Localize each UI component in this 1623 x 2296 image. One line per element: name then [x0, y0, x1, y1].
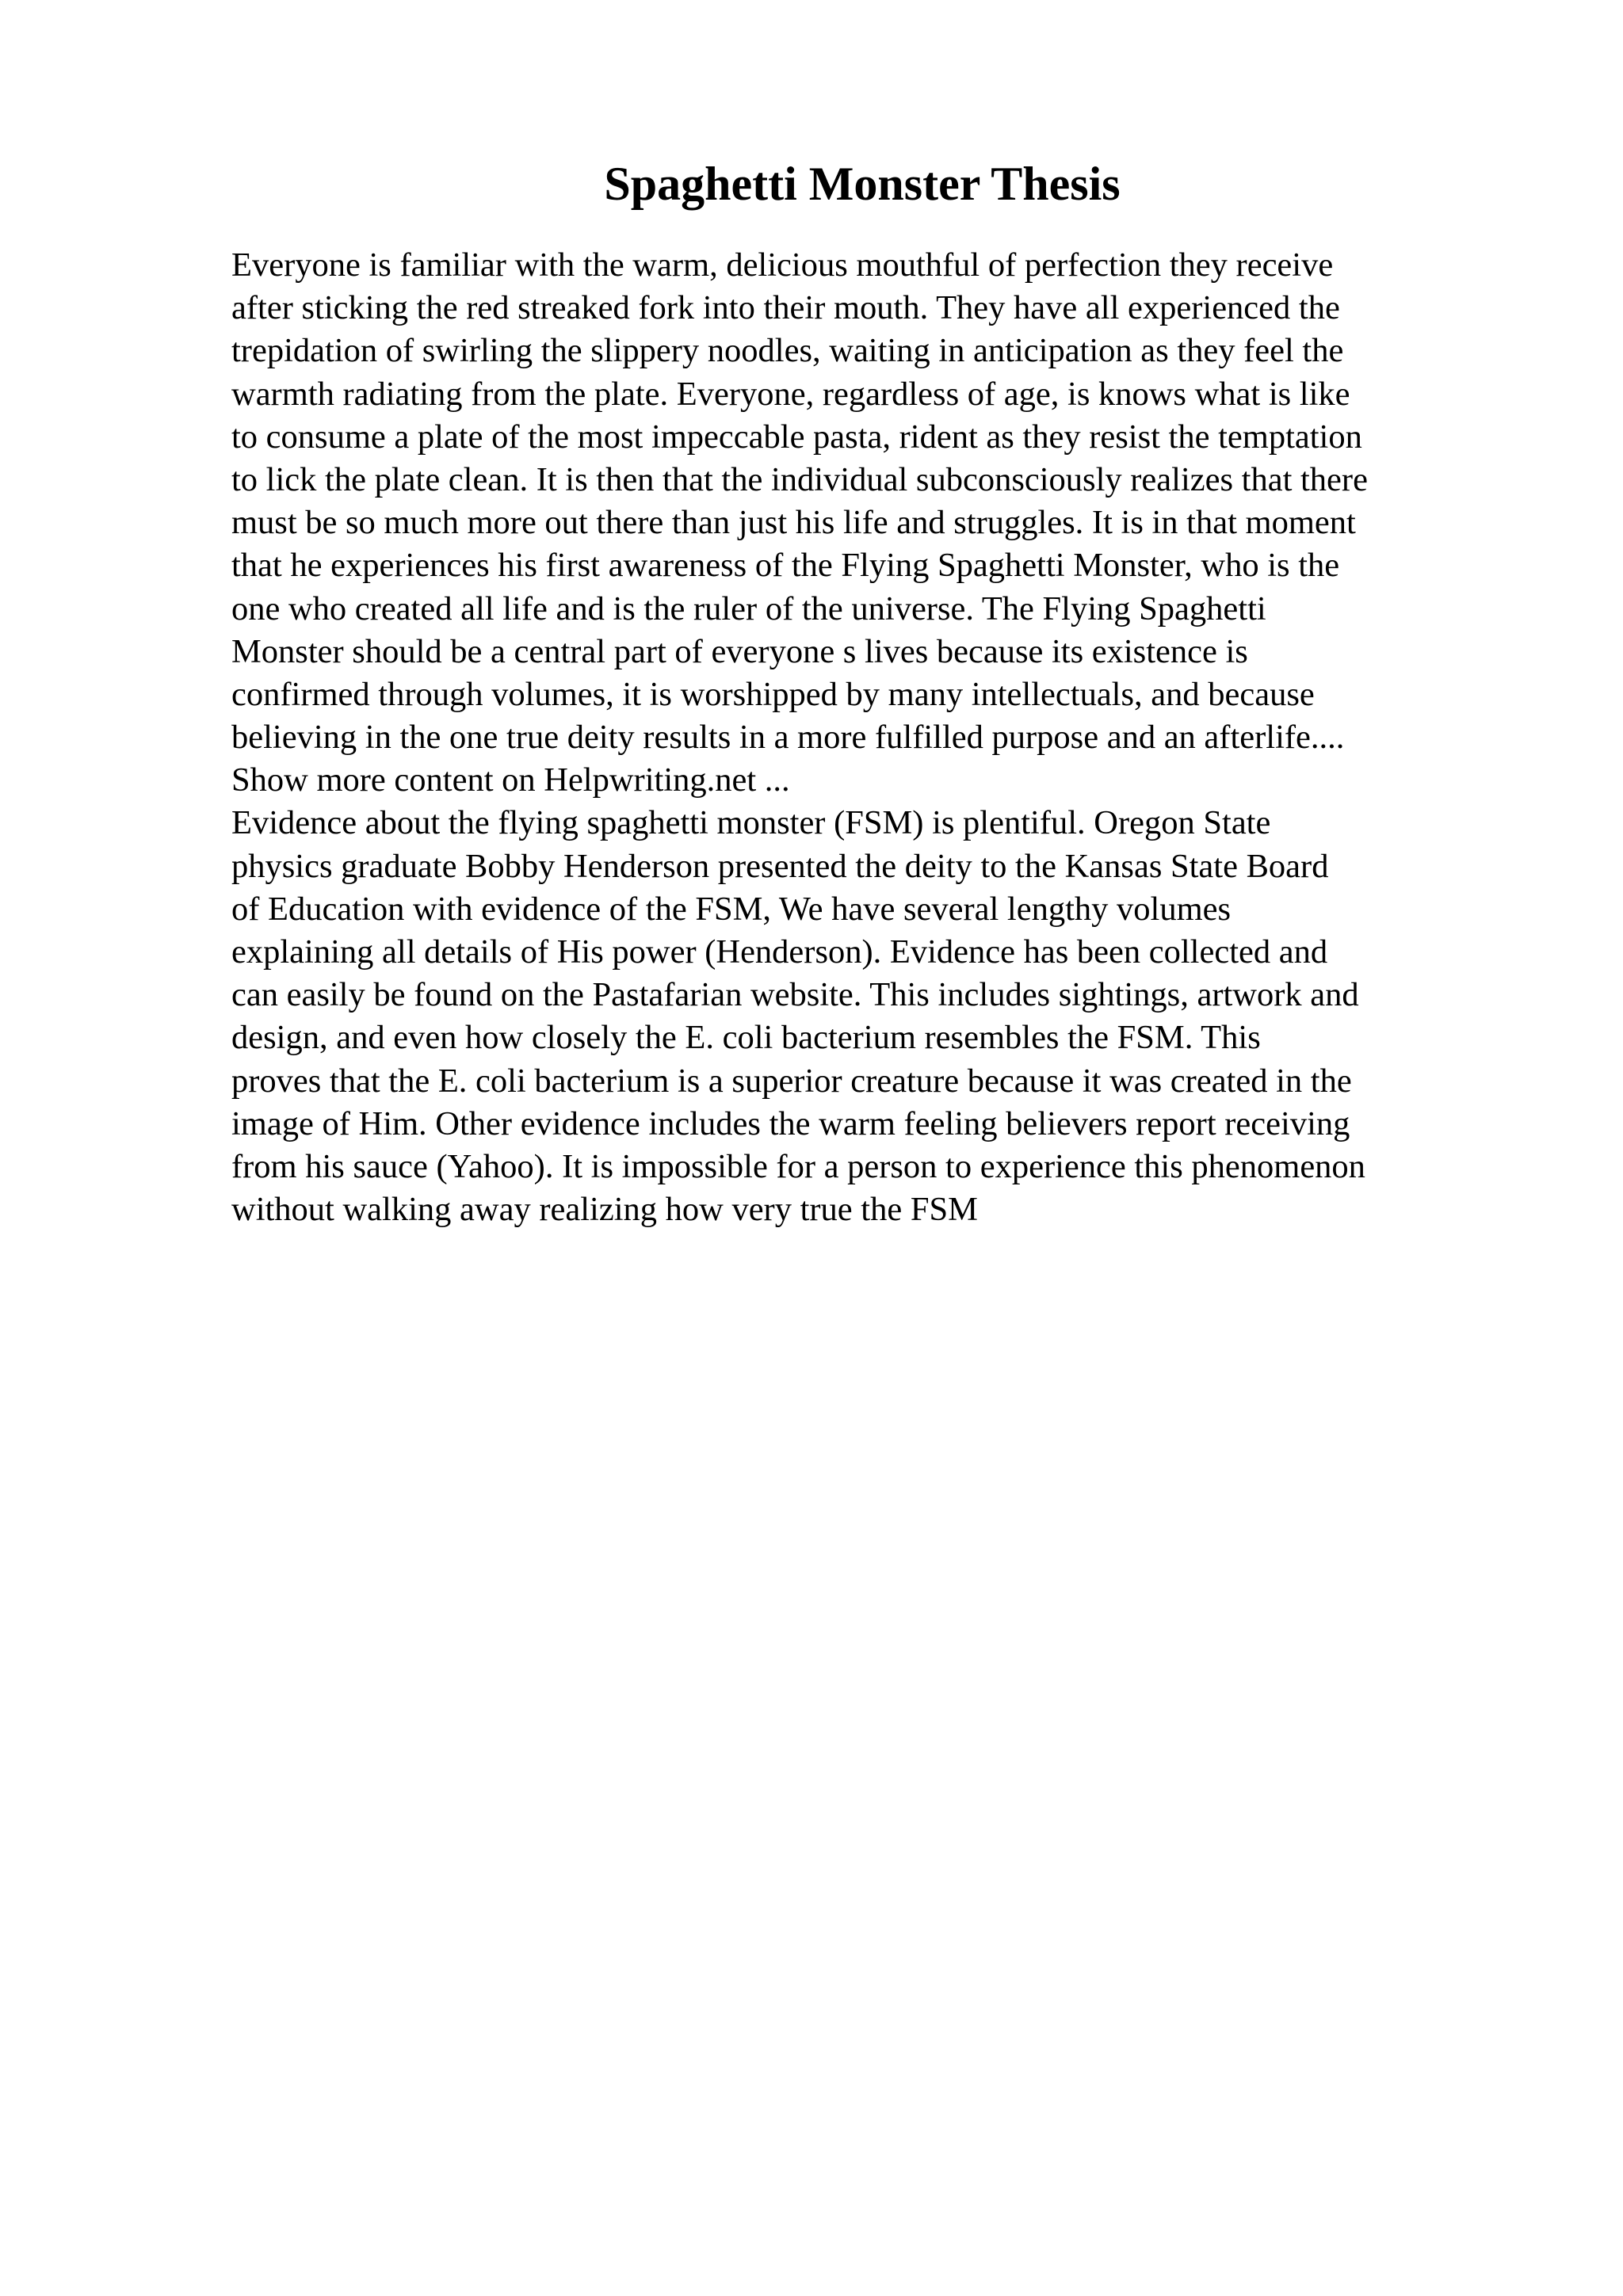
text-line: explaining all details of His power (Henderson). Evidence has been collected and: [231, 933, 1328, 971]
document-body: [231, 244, 1515, 1231]
text-line: of Education with evidence of the FSM, We have several lengthy volumes: [231, 890, 1232, 928]
text-line: one who created all life and is the ruler of the universe. The Flying Spaghetti: [231, 589, 1266, 627]
text-line: design, and even how closely the E. coli bacterium resembles the FSM. This: [231, 1019, 1261, 1057]
text-line: to consume a plate of the most impeccable pasta, rident as they resist the temptation: [231, 418, 1362, 456]
paragraph-1: [231, 244, 1515, 759]
text-line: confirmed through volumes, it is worshipped by many intellectuals, and because: [231, 675, 1315, 713]
paragraph-2: [231, 802, 1515, 1231]
text-line: proves that the E. coli bacterium is a superior creature because it was created in the: [231, 1062, 1352, 1100]
text-line: Evidence about the flying spaghetti monster (FSM) is plentiful. Oregon State: [231, 804, 1271, 842]
text-line: warmth radiating from the plate. Everyone, regardless of age, is knows what is like: [231, 375, 1350, 413]
text-line: can easily be found on the Pastafarian website. This includes sightings, artwork and: [231, 976, 1359, 1014]
text-line: trepidation of swirling the slippery noodles, waiting in anticipation as they feel the: [231, 332, 1344, 370]
text-line: must be so much more out there than just his life and struggles. It is in that moment: [231, 504, 1356, 542]
text-line: image of Him. Other evidence includes the warm feeling believers report receiving: [231, 1104, 1350, 1142]
text-line: Monster should be a central part of everyone s lives because its existence is: [231, 632, 1248, 670]
show-more-link[interactable]: Show more content on Helpwriting.net ...: [231, 761, 790, 799]
text-line: without walking away realizing how very true the FSM: [231, 1191, 978, 1229]
page-title: Spaghetti Monster Thesis: [604, 158, 1121, 210]
text-line: after sticking the red streaked fork into their mouth. They have all experienced the: [231, 289, 1340, 327]
text-line: that he experiences his first awareness of the Flying Spaghetti Monster, who is the: [231, 547, 1340, 585]
text-line: physics graduate Bobby Henderson presented the deity to the Kansas State Board: [231, 847, 1329, 885]
text-line: to lick the plate clean. It is then that the individual subconsciously realizes that there: [231, 460, 1368, 498]
text-line: believing in the one true deity results in a more fulfilled purpose and an afterlife....: [231, 719, 1345, 757]
text-line: Everyone is familiar with the warm, delicious mouthful of perfection they receive: [231, 246, 1334, 284]
text-line: from his sauce (Yahoo). It is impossible for a person to experience this phenomenon: [231, 1147, 1365, 1185]
